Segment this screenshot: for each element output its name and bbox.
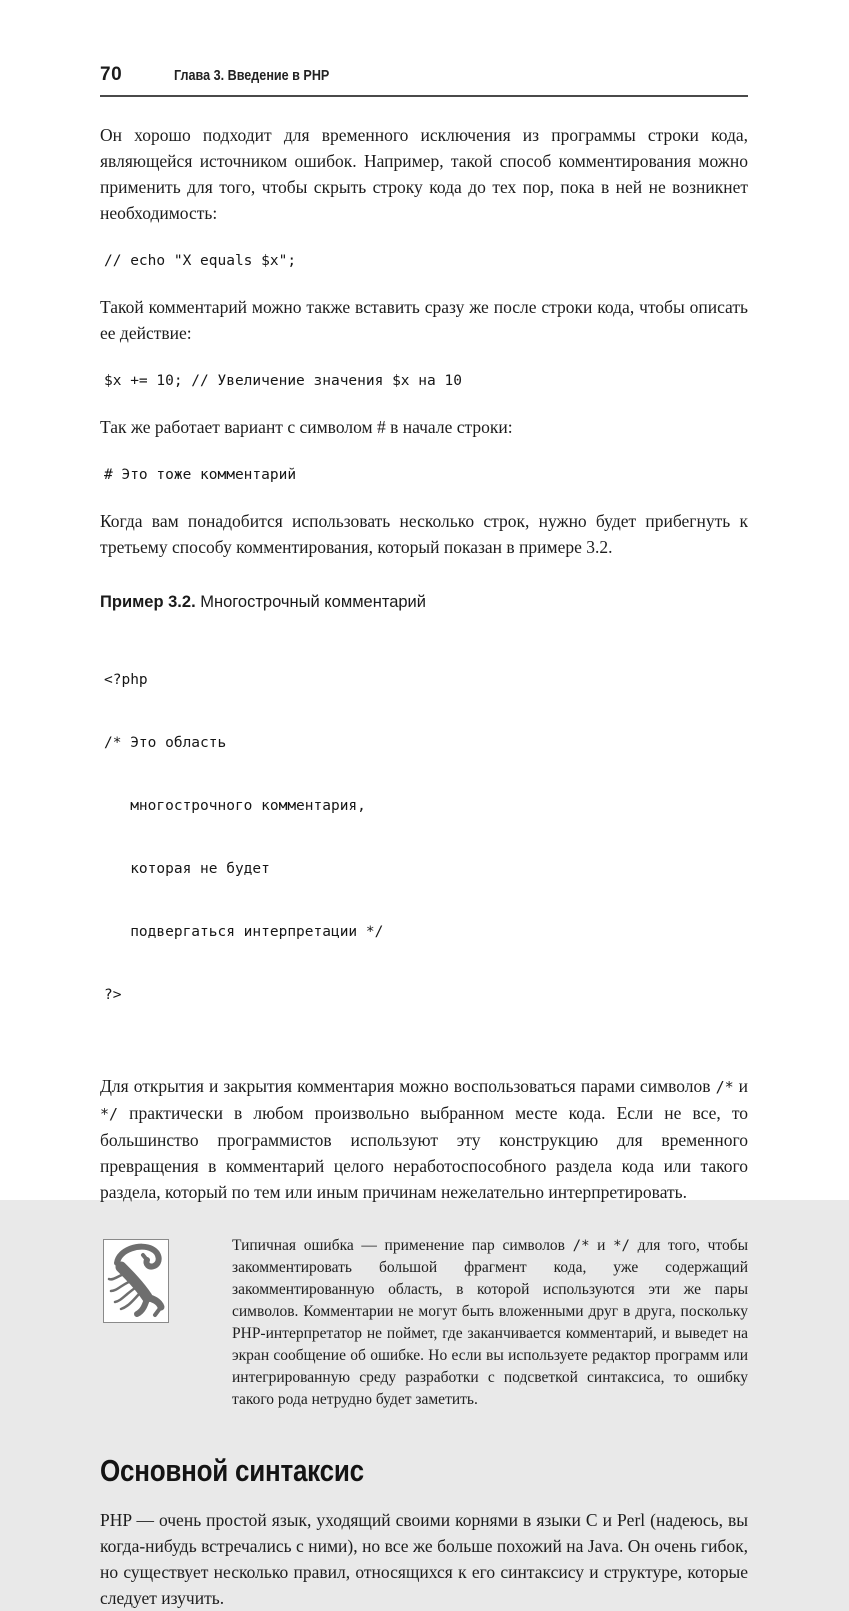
note-text-segment: Типичная ошибка — применение пар символов (232, 1237, 573, 1254)
example-caption (100, 593, 748, 612)
code-line-increment: $x += 10; // Увеличение значения $x на 10 (104, 373, 462, 389)
example-label: Пример 3.2. (100, 593, 196, 611)
section-heading: Основной синтаксис (100, 1453, 364, 1488)
code-block-line: которая не будет (104, 861, 270, 877)
paragraph-comment-pairs (100, 1073, 748, 1205)
paragraph-text: практически в любом произвольно выбранном месте кода. Если не все, то большинство программистов используют эту конструкцию для временного превращения в комментарий целого неработоспособного раздела кода или такого раздела, который по тем или иным причинам нежелательно интерпретировать. (100, 1103, 748, 1202)
code-block-line: подвергаться интерпретации */ (104, 924, 384, 940)
code-block-line: ?> (104, 987, 122, 1003)
inline-code-open-comment: /* (572, 1238, 590, 1254)
warning-note (100, 1235, 748, 1411)
note-text (232, 1235, 748, 1411)
paragraph-hash-comment: Так же работает вариант с символом # в начале строки: (100, 417, 513, 437)
code-block-line: многострочного комментария, (104, 798, 366, 814)
note-figure-frame (103, 1239, 169, 1323)
code-block-multiline-comment (104, 628, 748, 1048)
code-block-line: <?php (104, 672, 148, 688)
inline-code-open-comment: /* (715, 1078, 734, 1096)
note-text-segment: для того, чтобы закомментировать большой фрагмент кода, уже содержащий закомментированную область, в которой используются эти же пары символов. Комментарии не могут быть вложенными друг в друга, поскольку PHP-интерпретатор не поймет, где заканчивается комментарий, и выведет на экран сообщение об ошибке. Но если вы используете редактор программ или интегрированную среду разработки с подсветкой синтаксиса, то ошибку такого рода нетрудно будет заметить. (232, 1237, 748, 1408)
inline-code-close-comment: */ (613, 1238, 630, 1254)
paragraph-text: Для открытия и закрытия комментария можно воспользоваться парами символов (100, 1076, 716, 1096)
code-line-echo-comment: // echo "X equals $x"; (104, 253, 297, 269)
chapter-title: Глава 3. Введение в PHP (174, 67, 330, 84)
page-number: 70 (100, 64, 123, 85)
paragraph-text: и (733, 1076, 748, 1096)
header-rule (100, 95, 748, 97)
example-title: Многострочный комментарий (195, 593, 426, 611)
note-text-segment: и (589, 1237, 614, 1254)
paragraph-inline-comment: Такой комментарий можно также вставить сразу же после строки кода, чтобы описать ее действие: (100, 297, 748, 343)
code-line-hash-comment: # Это тоже комментарий (104, 467, 297, 483)
code-block-line: /* Это область (104, 735, 227, 751)
paragraph-multiline-intro: Когда вам понадобится использовать несколько строк, нужно будет прибегнуть к третьему способу комментирования, который показан в примере 3.2. (100, 511, 748, 557)
scorpion-icon (107, 1241, 165, 1322)
inline-code-close-comment: */ (100, 1105, 119, 1123)
running-head (100, 64, 748, 86)
paragraph-basic-syntax: PHP — очень простой язык, уходящий своими корнями в языки C и Perl (надеюсь, вы когда-нибудь встречались с ними), но все же больше похожий на Java. Он очень гибок, но существует несколько правил, относящихся к его синтаксису и структуре, которые следует изучить. (100, 1510, 748, 1608)
paragraph-intro-comments: Он хорошо подходит для временного исключения из программы строки кода, являющейся источником ошибок. Например, такой способ комментирования можно применить для того, чтобы скрыть строку кода до тех пор, пока в ней не возникнет необходимость: (100, 125, 748, 223)
